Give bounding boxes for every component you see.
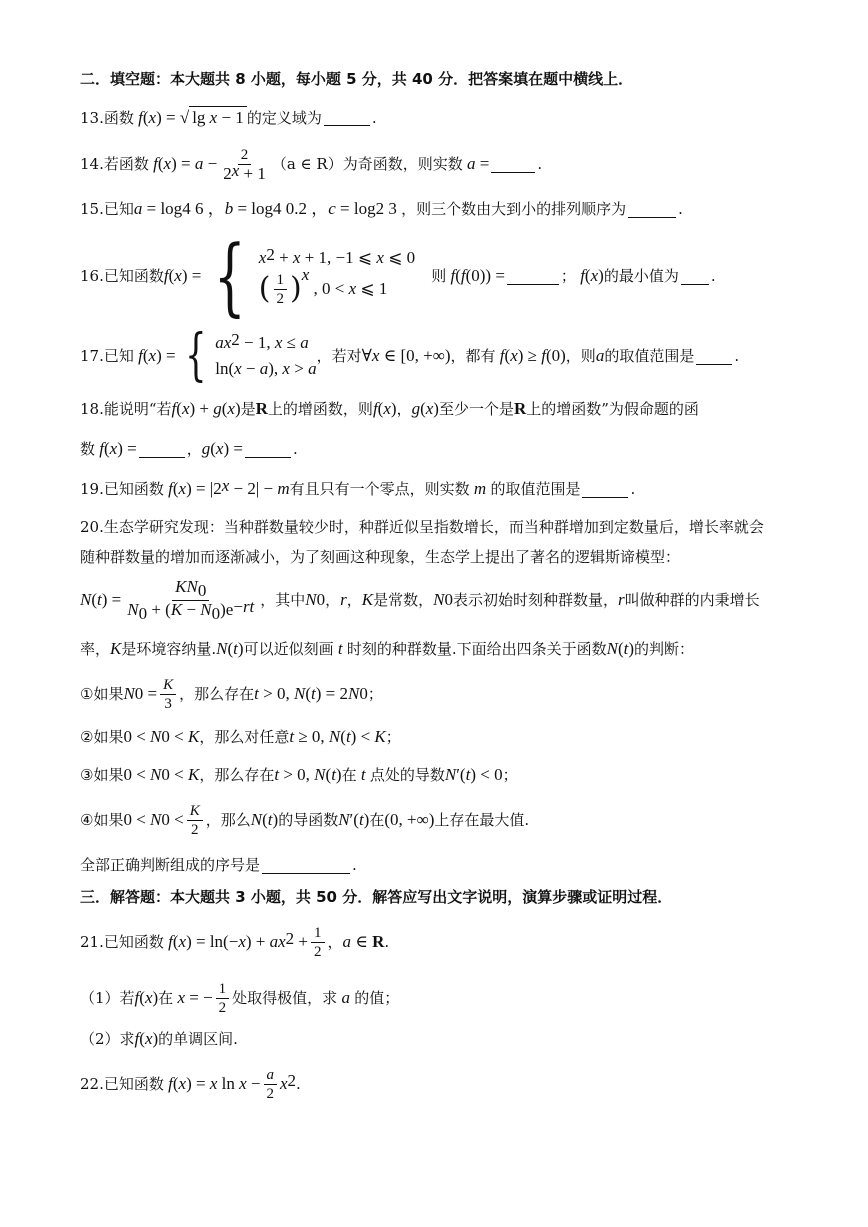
answer-blank[interactable] [262,857,350,874]
q20-item-2: ②如果 0 < N 0 < K ，那么对任意 t ≥ 0, N ( t ) < K ； [80,727,401,746]
answer-blank[interactable] [582,481,628,498]
answer-blank[interactable] [245,441,291,458]
answer-blank[interactable] [681,268,709,285]
question-19: 19. 已知函数 f ( x ) = |2 $^x$ − 2| − m 有且只有一个零点，则实数 m 的取值范围是 . [80,476,636,498]
question-13: 13. 函数 f ( x ) = √ lg x − 1 的定义域为 . [80,107,377,127]
section3-heading: 三．解答题：本大题共 3 小题，共 50 分．解答应写出文字说明，演算步骤或证明过程． [80,888,673,906]
question-14: 14. 若函数 f ( x ) = a − $\frac{2}{2^x + 1}$ （a ∈ R）为奇函数，则实数 a = . [80,146,543,183]
question-21-part2: （2）求 f ( x ) 的单调区间. [80,1029,238,1048]
question-16: 16. 已知函数 f ( x ) = { $x^2 + x + 1$, −1 ⩽ x ⩽ 0 ( $\frac{1}{2}$ ) $^x$ , 0 < x ⩽ 1 则 f ( f (0)) = ； f ( x ) 的最小值为 . [80,227,716,325]
question-21: 21. 已知函数 f ( x ) = ln(− x ) + ax $^2$ + $\frac{1}{2}$ ， a ∈ R . [80,924,390,960]
answer-blank[interactable] [139,441,185,458]
q20-item-4: ④如果 0 < N 0 < $\frac{K}{2}$ ，那么 N ( t ) 的导函数 N ′( t ) 在 (0, +∞) 上存在最大值. [80,802,530,838]
q20-item-1: ①如果 N 0 = $\frac{K}{3}$ ，那么存在 t > 0, N ( t ) = 2 N 0 ； [80,676,383,712]
section2-heading: 二．填空题：本大题共 8 小题，每小题 5 分，共 40 分．把答案填在题中横线上． [80,70,634,88]
question-22: 22. 已知函数 f ( x ) = x ln x − $\frac{a}{2}$ x $^2$ . [80,1066,301,1102]
question-20-line4: 率， K 是环境容纳量. N ( t ) 可以近似刻画 t 时刻的种群数量.下面给出四条关于函数 N ( t ) 的判断： [80,639,695,658]
answer-blank[interactable] [324,109,370,126]
question-18: 18. 能说明“若 f ( x ) + g ( x ) 是 R 上的增函数，则 f ( x ) ， g ( x ) 至少一个是 R 上的增函数”为假命题的函 [80,399,699,418]
answer-blank[interactable] [507,268,559,285]
logistic-formula-line: N ( t ) = $\frac{KN_0}{N_0 + (K - N_0)e^{-rt}}$ ，其中 N 0 ， r ， K 是常数， N 0 表示初始时刻种群数量， r 叫做种群的内秉增长 [80,576,760,623]
question-15: 15. 已知 a = log 4 6 ， b = log 4 0.2 ， c = log 2 3 ，则三个数由大到小的排列顺序为 . [80,199,683,218]
q20-answer-line: 全部正确判断组成的序号是 . [80,856,357,874]
q20-item-3: ③如果 0 < N 0 < K ，那么存在 t > 0, N ( t ) 在 t 点处的导数 N ′( t ) < 0 ； [80,765,518,784]
question-18-line2: 数 f ( x ) = ， g ( x ) = . [80,439,298,458]
answer-blank[interactable] [628,201,676,218]
question-20: 20. 生态学研究发现：当种群数量较少时，种群近似呈指数增长，而当种群增加到定数量后，增长率就会 [80,518,764,536]
answer-blank[interactable] [491,156,535,173]
answer-blank[interactable] [696,348,732,365]
question-20-line2: 随种群数量的增加而逐渐减小，为了刻画这种现象，生态学上提出了著名的逻辑斯谛模型： [80,548,681,566]
question-17: 17. 已知 f ( x ) = { $ax^2 - 1$, x ≤ a ln(x − a), x > a ，若对 ∀ x ∈ [0, +∞) ，都有 f ( x ) ≥ f (0) ，则 a 的取值范围是 . [80,323,740,388]
question-21-part1: （1）若 f ( x ) 在 x = − $\frac{1}{2}$ 处取得极值，求 a 的值； [80,980,400,1016]
